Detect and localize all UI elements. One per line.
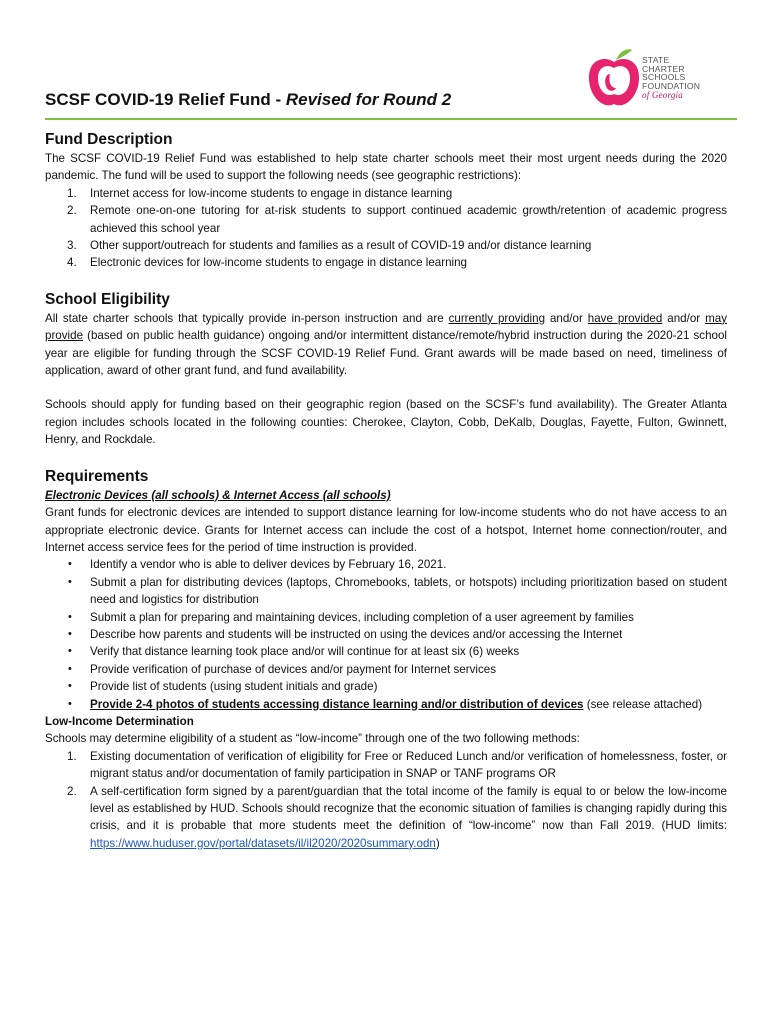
list-item: • Submit a plan for preparing and maintaining devices, including completion of a user agreement by families bbox=[68, 610, 634, 624]
list-item: 1. Internet access for low-income students to engage in distance learning bbox=[67, 186, 453, 200]
school-eligibility-heading: School Eligibility bbox=[45, 290, 170, 308]
list-item: • Provide 2-4 photos of students accessing distance learning and/or distribution of devices (see release attached) bbox=[68, 697, 703, 711]
title-revised: Revised for Round 2 bbox=[285, 90, 452, 109]
logo-wordmark: STATE CHARTER SCHOOLS FOUNDATION of Georgia bbox=[642, 55, 701, 101]
document-body bbox=[45, 130, 727, 852]
list-item: 3. Other support/outreach for students and families as a result of COVID-19 and/or distance learning bbox=[67, 239, 592, 253]
list-item: • Verify that distance learning took place and/or will continue for at least six (6) weeks bbox=[68, 645, 520, 659]
requirements-subheading: Electronic Devices (all schools) & Internet Access (all schools) bbox=[45, 488, 391, 502]
low-income-methods bbox=[45, 748, 727, 852]
requirements-list bbox=[45, 556, 727, 713]
list-item: 2. A self-certification form signed by a parent/guardian that the total income of the family is equal to or below the low-income level as established by HUD. Schools should recognize that the economic situation of families is changing rapidly during this crisis, and it is probable that more students meet the definition of “low-income” now than Fall 2019. (HUD limits: https://www.huduser.gov/portal/datasets/il/il2020/2020summary.odn) bbox=[67, 784, 727, 850]
title-divider bbox=[45, 118, 737, 120]
list-item: • Provide verification of purchase of devices and/or payment for Internet services bbox=[68, 662, 496, 676]
fund-needs-list bbox=[45, 185, 727, 272]
fund-description-heading: Fund Description bbox=[45, 131, 173, 148]
low-income-intro: Schools may determine eligibility of a student as “low-income” through one of the two following methods: bbox=[45, 732, 580, 746]
hud-limits-link[interactable]: https://www.huduser.gov/portal/datasets/il/il2020/2020summary.odn bbox=[90, 836, 436, 850]
list-item: 1. Existing documentation of verification of eligibility for Free or Reduced Lunch and/or verification of homelessness, foster, or migrant status and/or documentation of family participation in SNAP or TANF programs OR bbox=[67, 749, 727, 781]
list-item: 4. Electronic devices for low-income students to engage in distance learning bbox=[67, 256, 468, 270]
fund-intro: The SCSF COVID-19 Relief Fund was established to help state charter schools meet their most urgent needs during the 2020 pandemic. The fund will be used to support the following needs (see geographic restrictions): bbox=[45, 152, 727, 183]
requirements-heading: Requirements bbox=[45, 467, 149, 485]
list-item: • Describe how parents and students will be instructed on using the devices and/or accessing the Internet bbox=[68, 627, 623, 641]
list-item: • Identify a vendor who is able to deliver devices by February 16, 2021. bbox=[68, 558, 447, 572]
list-item: • Provide list of students (using student initials and grade) bbox=[68, 680, 378, 694]
low-income-heading: Low-Income Determination bbox=[45, 714, 194, 728]
eligibility-paragraph-2: Schools should apply for funding based on their geographic region (based on the SCSF’s fund availability). The Greater Atlanta region includes schools located in the following counties: Cherokee, Clayton, Cobb, DeKalb, Douglas, Fayette, Fulton, Gwinnett, Henry, and Rockdale. bbox=[45, 398, 727, 447]
list-item: • Submit a plan for distributing devices (laptops, Chromebooks, tablets, or hotspots) including prioritization based on student need and logistics for distribution bbox=[68, 575, 727, 607]
list-item: 2. Remote one-on-one tutoring for at-risk students to support continued academic growth/retention of academic progress achieved this school year bbox=[67, 204, 727, 235]
requirements-intro: Grant funds for electronic devices are intended to support distance learning for low-income students who do not have access to an appropriate electronic device. Grants for Internet access can include the cost of a hotspot, Internet home connection/router, and Internet access service fees for the period of time instruction is provided. bbox=[45, 506, 727, 554]
page-title: SCSF COVID-19 Relief Fund - Revised for Round 2 bbox=[45, 90, 452, 109]
eligibility-paragraph-1: All state charter schools that typically provide in-person instruction and are currently providing and/or have provided and/or may provide (based on public health guidance) ongoing and/or intermittent distance/remote/hybrid instruction during the 2020-21 school year are eligible for funding through the SCSF COVID-19 Relief Fund. Grant awards will be made based on need, timeliness of application, award of other grant fund, and fund availability. bbox=[45, 311, 727, 378]
